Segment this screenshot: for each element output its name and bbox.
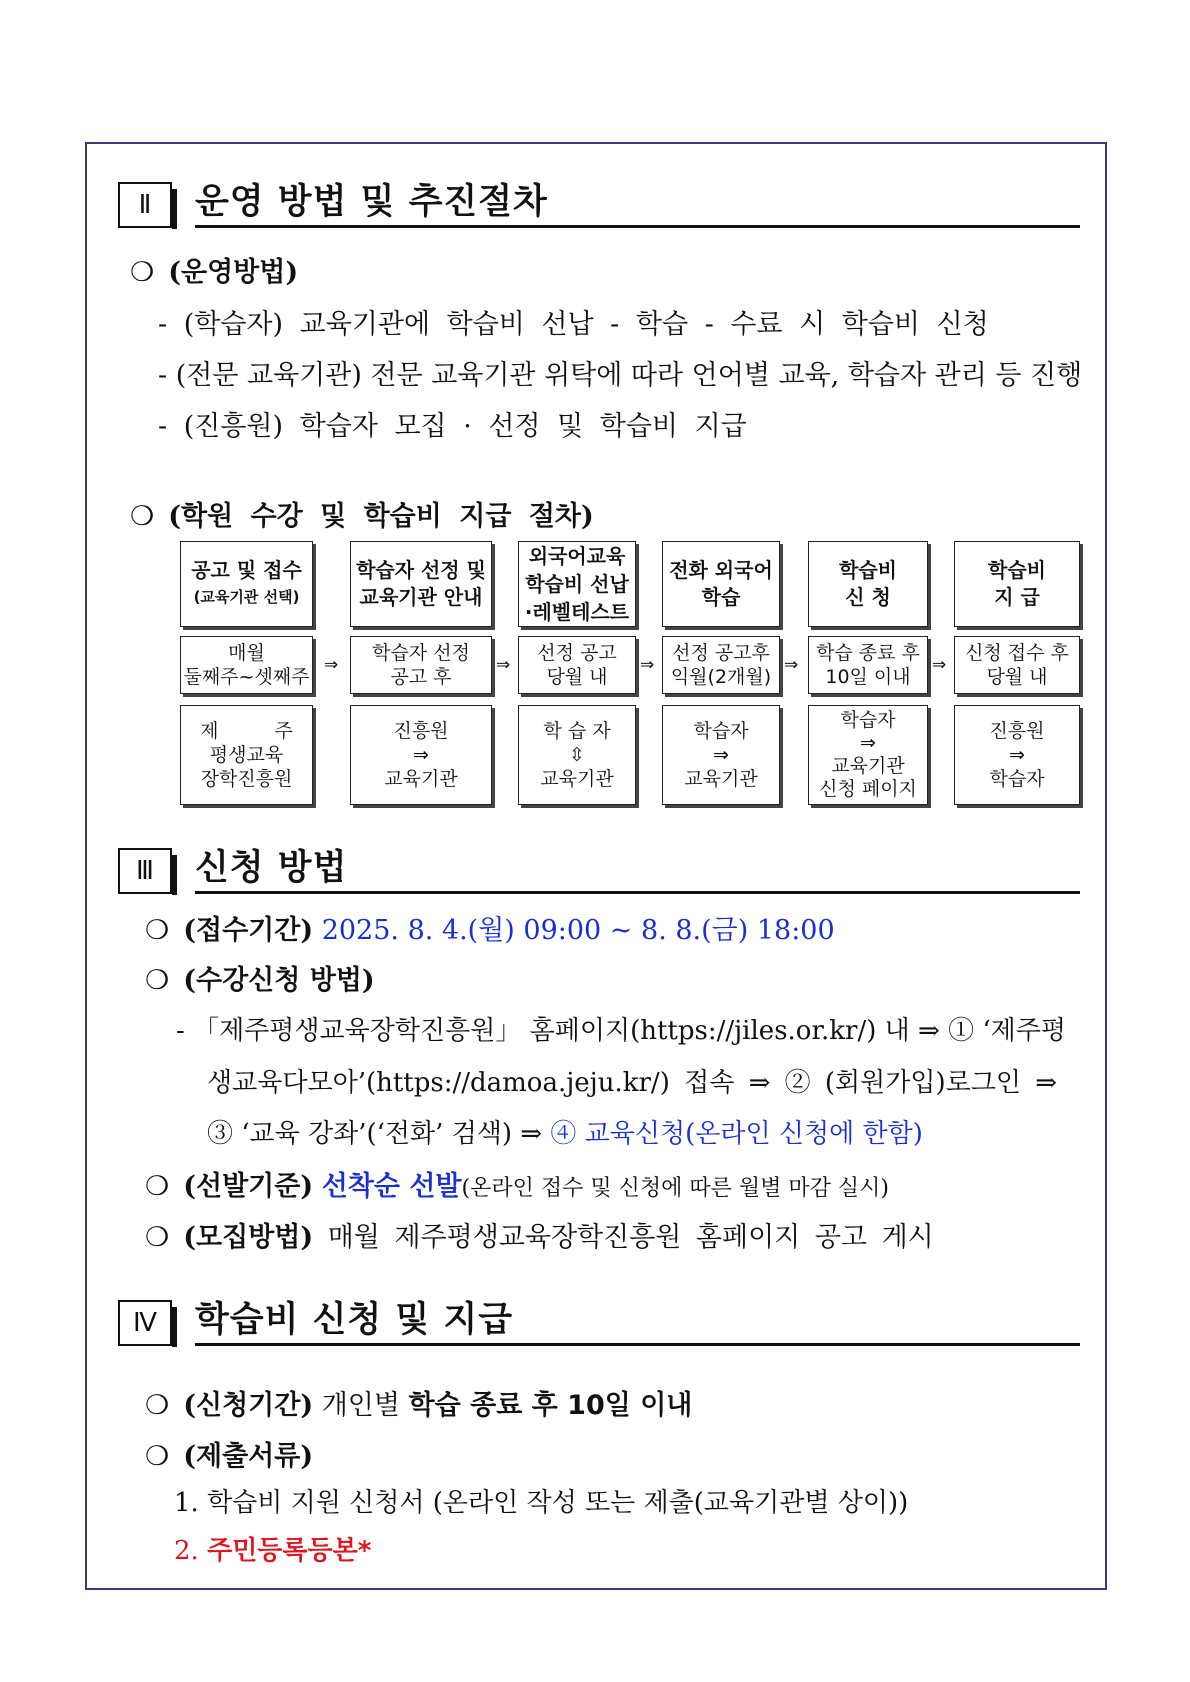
op-item-2: - (전문 교육기관) 전문 교육기관 위탁에 따라 언어별 교육, 학습자 관리 등 진행 [158,360,1083,391]
flow-arrow-icon: ⇒ [932,655,947,675]
bullet-icon: ❍ [145,1171,170,1202]
bullet-icon: ❍ [145,1441,170,1472]
step-timing: 학습자 선정 공고 후 [350,636,492,694]
section-title: 신청 방법 [195,848,1080,894]
op-item-3: - (진흥원) 학습자 모집 · 선정 및 학습비 지급 [158,411,747,442]
flow-arrow-icon: ⇒ [496,655,511,675]
pay-doc-1: 1. 학습비 지원 신청서 (온라인 작성 또는 제출(교육기관별 상이)) [174,1488,909,1518]
bullet-icon: ❍ [130,501,155,532]
section-number: Ⅱ [118,182,172,228]
apply-method-heading: ❍ (수강신청 방법) [145,965,375,996]
section-3-header [118,848,1080,898]
step-header: 외국어교육 학습비 선납 ·레벨테스트 [518,541,636,627]
step-who: 학 습 자 ⇳ 교육기관 [518,705,636,805]
step-header: 학습비 신 청 [808,541,928,627]
step-timing: 매월 둘째주~셋째주 [180,636,313,694]
section-number: Ⅳ [118,1300,172,1346]
step-header: 학습비 지 급 [954,541,1080,627]
proc-heading: ❍ (학원 수강 및 학습비 지급 절차) [130,501,594,532]
pay-doc-2: 2. 주민등록등본* [174,1536,372,1566]
bullet-icon: ❍ [145,1390,170,1421]
bullet-icon: ❍ [130,257,155,288]
apply-method-line-3: ③ ‘교육 강좌’(‘전화’ 검색) ⇒ ④ 교육신청(온라인 신청에 한함) [207,1119,923,1149]
flow-arrow-icon: ⇒ [640,655,655,675]
flow-arrow-icon: ⇒ [324,655,339,675]
op-heading: ❍ (운영방법) [130,257,299,288]
apply-recruit: ❍ (모집방법) 매월 제주평생교육장학진흥원 홈페이지 공고 게시 [145,1222,934,1253]
section-title: 운영 방법 및 추진절차 [195,182,1080,228]
step-header: 학습자 선정 및 교육기관 안내 [350,541,492,627]
apply-method-line-1: - 「제주평생교육장학진흥원」 홈페이지(https://jiles.or.kr/) 내 ⇒ ① ‘제주평 [176,1016,1066,1046]
pay-docs-heading: ❍ (제출서류) [145,1441,314,1472]
step-who: 학습자 ⇒ 교육기관 [662,705,780,805]
op-item-1: - (학습자) 교육기관에 학습비 선납 - 학습 - 수료 시 학습비 신청 [158,309,989,340]
step-header: 공고 및 접수 (교육기관 선택) [180,541,313,627]
step-who: 학습자 ⇒ 교육기관 신청 페이지 [808,705,928,805]
step-timing: 신청 접수 후 당월 내 [954,636,1080,694]
step-timing: 학습 종료 후 10일 이내 [808,636,928,694]
pay-period: ❍ (신청기간) 개인별 학습 종료 후 10일 이내 [145,1390,693,1421]
section-4-header [118,1300,1080,1350]
step-who: 진흥원 ⇒ 교육기관 [350,705,492,805]
flow-arrow-icon: ⇒ [784,655,799,675]
section-title: 학습비 신청 및 지급 [195,1300,1080,1346]
step-timing: 선정 공고 당월 내 [518,636,636,694]
section-number: Ⅲ [118,848,172,894]
bullet-icon: ❍ [145,915,170,946]
section-2-header [118,182,1080,232]
step-timing: 선정 공고후 익월(2개월) [662,636,780,694]
step-header: 전화 외국어 학습 [662,541,780,627]
step-who: 제 주 평생교육 장학진흥원 [180,705,313,805]
bullet-icon: ❍ [145,1222,170,1253]
bullet-icon: ❍ [145,965,170,996]
apply-selection: ❍ (선발기준) 선착순 선발(온라인 접수 및 신청에 따른 월별 마감 실시) [145,1171,889,1202]
apply-period: ❍ (접수기간) 2025. 8. 4.(월) 09:00 ~ 8. 8.(금) 18:00 [145,915,835,946]
apply-method-line-2: 생교육다모아’(https://damoa.jeju.kr/) 접속 ⇒ ② (회원가입)로그인 ⇒ [207,1068,1058,1098]
step-who: 진흥원 ⇒ 학습자 [954,705,1080,805]
